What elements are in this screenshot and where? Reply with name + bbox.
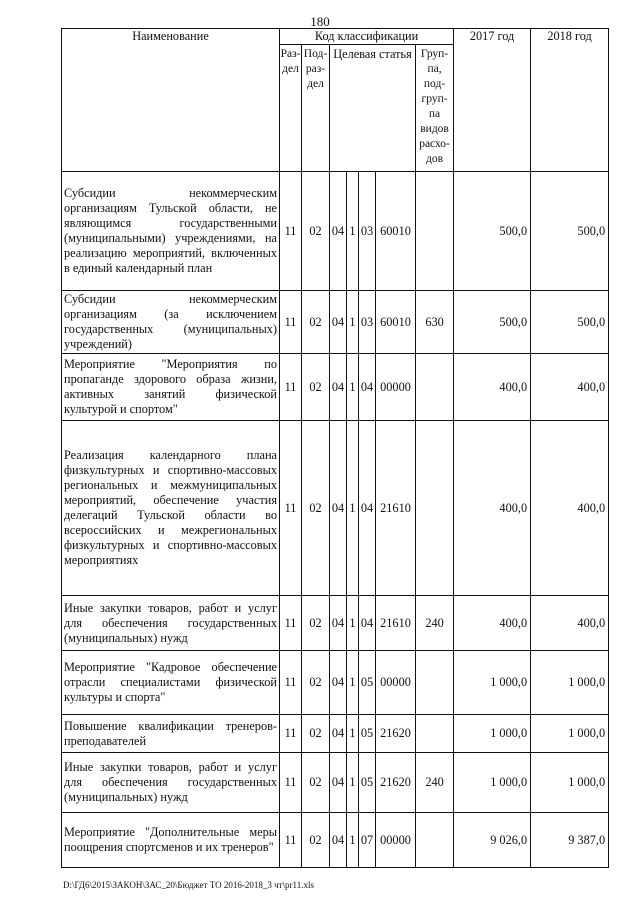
row-razdel: 11 [280,715,302,753]
row-target-program: 04 [330,291,347,354]
row-razdel: 11 [280,354,302,421]
row-target-subprogram: 1 [347,421,359,596]
row-value-2018: 1 000,0 [531,715,609,753]
row-name: Мероприятие "Дополнительные меры поощрения спортсменов и их тренеров" [62,813,280,868]
table-row [62,291,609,354]
row-podrazdel: 02 [302,596,330,651]
row-value-2018: 500,0 [531,291,609,354]
row-target-direction: 00000 [376,354,416,421]
row-razdel: 11 [280,651,302,715]
row-value-2018: 1 000,0 [531,651,609,715]
row-expense-group [416,421,454,596]
row-target-direction: 00000 [376,813,416,868]
row-target-program: 04 [330,596,347,651]
row-razdel: 11 [280,291,302,354]
row-podrazdel: 02 [302,421,330,596]
row-target-event: 05 [359,753,376,813]
row-value-2018: 500,0 [531,172,609,291]
row-target-event: 04 [359,596,376,651]
budget-table [61,28,609,868]
row-expense-group [416,651,454,715]
row-podrazdel: 02 [302,651,330,715]
table-row [62,172,609,291]
row-podrazdel: 02 [302,715,330,753]
row-value-2017: 1 000,0 [454,715,531,753]
row-podrazdel: 02 [302,291,330,354]
table-row [62,596,609,651]
row-razdel: 11 [280,596,302,651]
row-target-subprogram: 1 [347,596,359,651]
row-podrazdel: 02 [302,813,330,868]
table-row [62,421,609,596]
row-target-program: 04 [330,651,347,715]
row-target-direction: 21620 [376,753,416,813]
row-target-direction: 21610 [376,421,416,596]
row-expense-group [416,354,454,421]
row-target-subprogram: 1 [347,813,359,868]
file-path-footer: D:\ГД6\2015\ЗАКОН\ЗАС_20\Бюджет ТО 2016-2018_3 чт\pr11.xls [63,880,314,890]
row-value-2017: 400,0 [454,421,531,596]
row-target-program: 04 [330,172,347,291]
row-razdel: 11 [280,753,302,813]
header-target: Целевая статья [330,45,416,172]
row-expense-group: 240 [416,753,454,813]
row-value-2017: 500,0 [454,172,531,291]
row-target-event: 04 [359,354,376,421]
row-target-subprogram: 1 [347,753,359,813]
row-value-2018: 9 387,0 [531,813,609,868]
row-target-event: 03 [359,291,376,354]
row-value-2017: 400,0 [454,596,531,651]
row-target-program: 04 [330,354,347,421]
table-row [62,715,609,753]
row-target-program: 04 [330,421,347,596]
row-expense-group [416,715,454,753]
row-podrazdel: 02 [302,354,330,421]
row-name: Повышение квалификации тренеров-преподавателей [62,715,280,753]
header-code: Код классификации [280,29,454,45]
table-row [62,813,609,868]
row-value-2017: 400,0 [454,354,531,421]
row-expense-group [416,172,454,291]
row-target-direction: 21610 [376,596,416,651]
row-target-direction: 21620 [376,715,416,753]
row-name: Мероприятие "Кадровое обеспечение отрасли специалистами физической культуры и спорта" [62,651,280,715]
row-razdel: 11 [280,813,302,868]
header-2018: 2018 год [531,29,609,172]
header-2017: 2017 год [454,29,531,172]
row-value-2017: 500,0 [454,291,531,354]
row-value-2018: 400,0 [531,421,609,596]
row-target-subprogram: 1 [347,354,359,421]
row-name: Субсидии некоммерческим организациям (за исключением государственных (муниципальных) учреждений) [62,291,280,354]
row-value-2017: 1 000,0 [454,651,531,715]
row-target-direction: 00000 [376,651,416,715]
row-target-subprogram: 1 [347,291,359,354]
row-razdel: 11 [280,172,302,291]
row-target-program: 04 [330,715,347,753]
row-target-program: 04 [330,753,347,813]
row-name: Мероприятие "Мероприятия по пропаганде здорового образа жизни, активных занятий физической культурой и спортом" [62,354,280,421]
row-value-2017: 9 026,0 [454,813,531,868]
table-row [62,753,609,813]
row-target-event: 05 [359,651,376,715]
row-name: Иные закупки товаров, работ и услуг для обеспечения государственных (муниципальных) нужд [62,753,280,813]
row-expense-group [416,813,454,868]
row-razdel: 11 [280,421,302,596]
row-name: Иные закупки товаров, работ и услуг для обеспечения государственных (муниципальных) нужд [62,596,280,651]
page-number: 180 [310,14,330,29]
row-target-program: 04 [330,813,347,868]
row-value-2018: 400,0 [531,596,609,651]
row-expense-group: 630 [416,291,454,354]
row-target-subprogram: 1 [347,651,359,715]
row-expense-group: 240 [416,596,454,651]
row-value-2017: 1 000,0 [454,753,531,813]
row-target-event: 03 [359,172,376,291]
row-value-2018: 400,0 [531,354,609,421]
row-name: Субсидии некоммерческим организациям Тульской области, не являющимся государственными (муниципальными) учреждениями, на реализацию мероприятий, включенных в единый календарный план [62,172,280,291]
row-target-subprogram: 1 [347,172,359,291]
row-name: Реализация календарного плана физкультурных и спортивно-массовых региональных и межмуниципальных мероприятий, обеспечение участия делегаций Тульской области во всероссийских и межрегиональных физкультурных и спортивно-массовых мероприятиях [62,421,280,596]
header-name: Наименование [62,29,280,172]
header-razdel: Раз-дел [280,45,302,172]
table-row [62,651,609,715]
row-target-subprogram: 1 [347,715,359,753]
row-target-event: 05 [359,715,376,753]
row-target-direction: 60010 [376,291,416,354]
row-target-event: 04 [359,421,376,596]
header-group: Груп-па, под-груп-па видов расхо-дов [416,45,454,172]
row-target-direction: 60010 [376,172,416,291]
row-target-event: 07 [359,813,376,868]
table-row [62,354,609,421]
row-value-2018: 1 000,0 [531,753,609,813]
row-podrazdel: 02 [302,753,330,813]
row-podrazdel: 02 [302,172,330,291]
header-podrazdel: Под-раз-дел [302,45,330,172]
